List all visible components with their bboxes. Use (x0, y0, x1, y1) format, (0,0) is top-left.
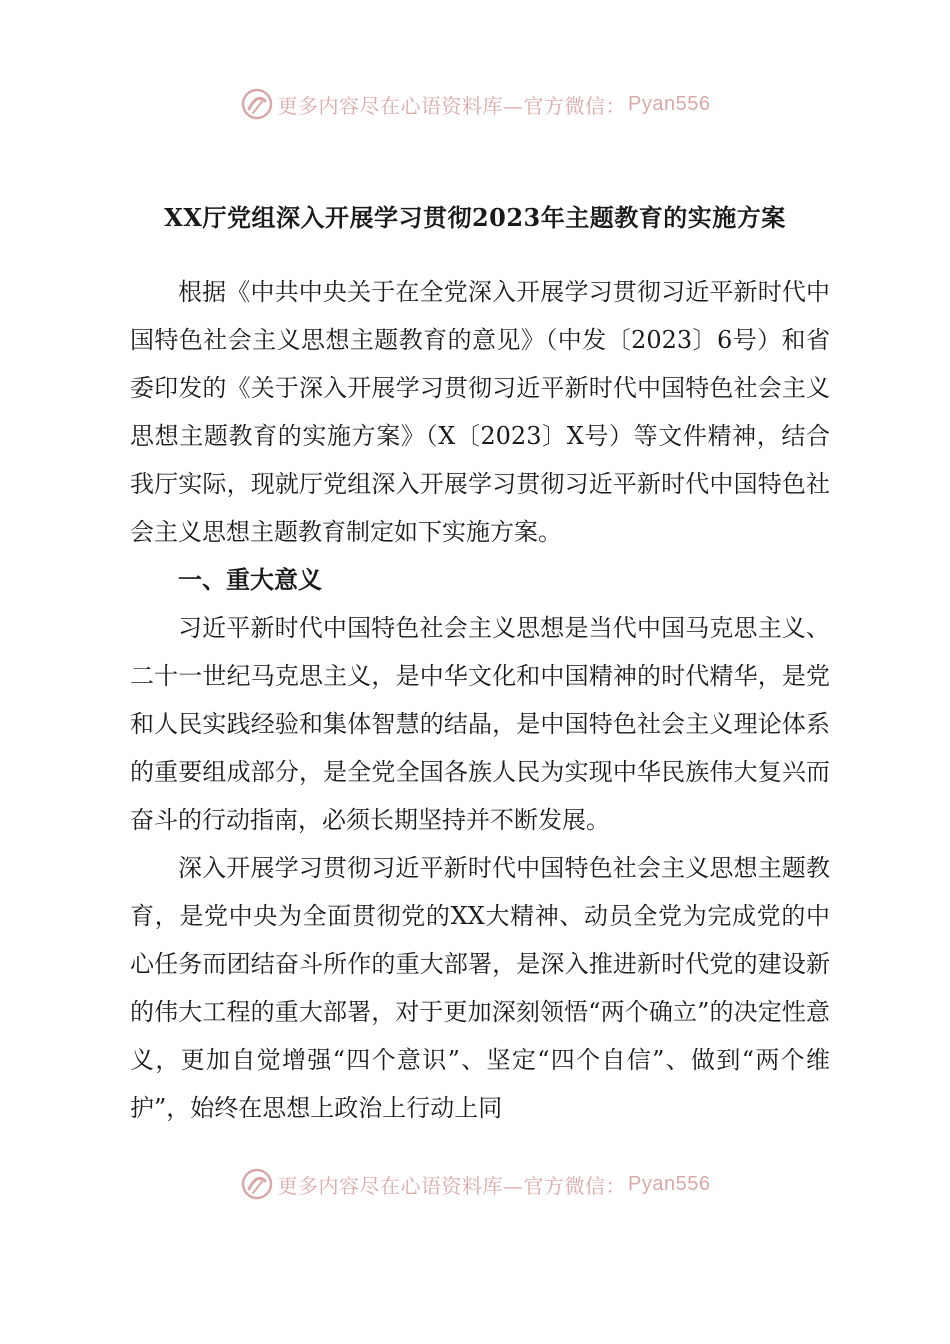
paragraph-significance-1: 习近平新时代中国特色社会主义思想是当代中国马克思主义、二十一世纪马克思主义，是中华文化和中国精神的时代精华，是党和人民实践经验和集体智慧的结晶，是中国特色社会主义理论体系的重要组成部分，是全党全国各族人民为实现中华民族伟大复兴而奋斗的行动指南，必须长期坚持并不断发展。 (130, 614, 830, 834)
header-watermark (0, 84, 950, 124)
watermark-logo-icon (240, 1167, 274, 1201)
watermark-wechat-id: Pyan556 (628, 92, 711, 115)
watermark-text: 更多内容尽在心语资料库—官方微信： (277, 1173, 627, 1198)
paragraph-significance-2: 深入开展学习贯彻习近平新时代中国特色社会主义思想主题教育，是党中央为全面贯彻党的XX大精神、动员全党为完成党的中心任务而团结奋斗所作的重大部署，是深入推进新时代党的建设新的伟大工程的重大部署，对于更加深刻领悟“两个确立”的决定性意义，更加自觉增强“四个意识”、坚定“四个自信”、做到“两个维护”，始终在思想上政治上行动上同 (130, 854, 830, 1122)
document-title: XX厅党组深入开展学习贯彻2023年主题教育的实施方案 (164, 203, 786, 232)
paragraph-intro: 根据《中共中央关于在全党深入开展学习贯彻习近平新时代中国特色社会主义思想主题教育的意见》（中发〔2023〕6号）和省委印发的《关于深入开展学习贯彻习近平新时代中国特色社会主义思想主题教育的实施方案》（X〔2023〕X号）等文件精神，结合我厅实际，现就厅党组深入开展学习贯彻习近平新时代中国特色社会主义思想主题教育制定如下实施方案。 (130, 278, 830, 546)
section-heading: 一、重大意义 (178, 565, 322, 594)
watermark-text: 更多内容尽在心语资料库—官方微信： (277, 93, 627, 118)
watermark-logo-icon (240, 87, 274, 121)
footer-watermark (0, 1164, 950, 1204)
watermark-wechat-id: Pyan556 (628, 1172, 711, 1195)
document-body (130, 268, 830, 1132)
